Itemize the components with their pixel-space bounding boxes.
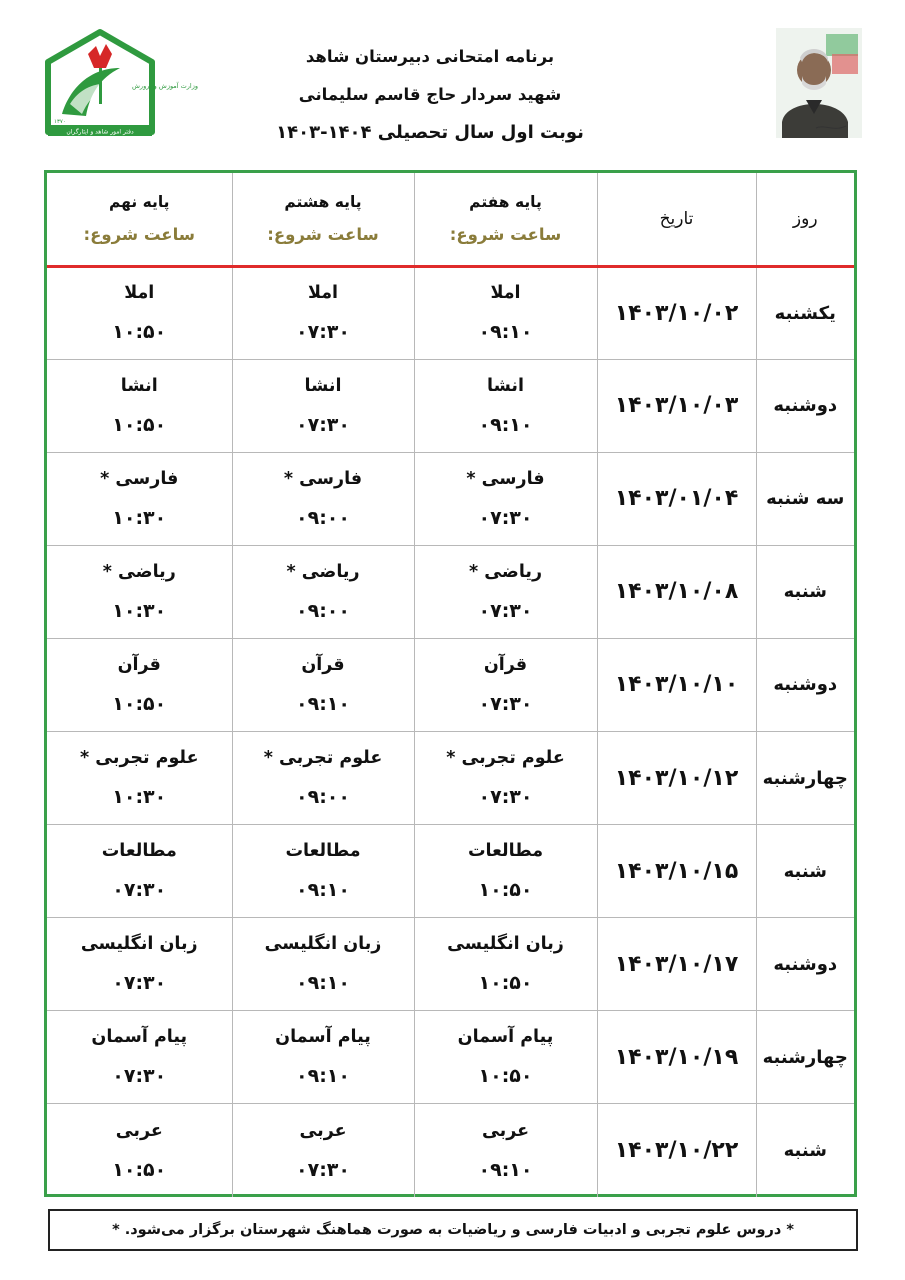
- exam-day: شنبه: [783, 1140, 827, 1162]
- cell-grade-8: [232, 1011, 414, 1104]
- exam-date: ۱۴۰۳/۱۰/۱۲: [614, 765, 739, 791]
- subject: فارسی *: [100, 468, 179, 489]
- start-time: ۰۹:۰۰: [296, 599, 350, 622]
- subject: فارسی *: [466, 468, 545, 489]
- subject: املا: [124, 283, 155, 304]
- subject: پیام آسمان: [275, 1027, 371, 1048]
- ministry-logo: [40, 28, 199, 140]
- exam-date: ۱۴۰۳/۱۰/۰۲: [614, 300, 739, 326]
- start-time: ۰۹:۱۰: [296, 972, 350, 995]
- subject: املا: [307, 283, 339, 304]
- cell-grade-7: [414, 359, 597, 452]
- subject: انشا: [120, 375, 158, 396]
- subject: علوم تجربی *: [263, 748, 383, 769]
- subject: قرآن: [301, 654, 345, 675]
- portrait-photo: [776, 28, 862, 138]
- cell-date: [597, 918, 756, 1011]
- start-time: ۰۹:۱۰: [478, 413, 533, 436]
- exam-date: ۱۴۰۳/۰۱/۰۴: [614, 486, 739, 512]
- cell-date: [597, 638, 756, 731]
- cell-day: [756, 545, 854, 638]
- cell-grade-7: [414, 1104, 597, 1197]
- title-name: شهید سردار حاج قاسم سلیمانی: [298, 85, 562, 104]
- table-row: [47, 452, 854, 545]
- start-time: ۱۰:۵۰: [478, 972, 533, 995]
- schedule-table: [47, 173, 854, 1197]
- portrait-icon: [776, 28, 862, 138]
- cell-day: [756, 1011, 854, 1104]
- cell-grade-9: [47, 638, 232, 731]
- subject: قرآن: [483, 654, 528, 675]
- start-time: ۰۹:۱۰: [478, 1158, 533, 1181]
- start-time: ۰۹:۱۰: [296, 692, 350, 715]
- cell-date: [597, 452, 756, 545]
- cell-grade-8: [232, 1104, 414, 1197]
- subject: علوم تجربی *: [446, 748, 565, 769]
- cell-date: [597, 1104, 756, 1197]
- footer-note: * دروس علوم تجربی و ادبیات فارسی و ریاضیات به صورت هماهنگ شهرستان برگزار می‌شود. *: [48, 1209, 858, 1251]
- header-day: [756, 173, 854, 266]
- cell-grade-8: [232, 918, 414, 1011]
- cell-grade-8: [232, 452, 414, 545]
- subject: مطالعات: [285, 841, 361, 862]
- subject: مطالعات: [467, 841, 544, 862]
- start-time: ۰۷:۳۰: [478, 692, 533, 715]
- cell-grade-7: [414, 545, 597, 638]
- start-time: ۱۰:۵۰: [112, 692, 167, 715]
- cell-day: [756, 266, 854, 359]
- start-time: ۰۷:۳۰: [296, 413, 350, 436]
- table-row: [47, 266, 854, 359]
- cell-grade-8: [232, 359, 414, 452]
- cell-grade-9: [47, 359, 232, 452]
- grade-7-label: پایه هفتم: [469, 193, 542, 212]
- table-row: [47, 359, 854, 452]
- cell-grade-9: [47, 452, 232, 545]
- cell-grade-8: [232, 545, 414, 638]
- table-row: [47, 731, 854, 824]
- start-time: ۰۹:۰۰: [296, 786, 350, 809]
- header-grade-8: [232, 173, 414, 266]
- exam-day: چهارشنبه: [762, 1046, 848, 1068]
- cell-date: [597, 266, 756, 359]
- grade-7-start-label: ساعت شروع:: [449, 225, 562, 245]
- start-time: ۰۷:۳۰: [478, 599, 533, 622]
- cell-grade-7: [414, 1011, 597, 1104]
- subject: فارسی *: [283, 468, 363, 489]
- start-time: ۱۰:۳۰: [112, 786, 167, 809]
- logo-office-text: دفتر امور شاهد و ایثارگران: [66, 128, 134, 136]
- exam-day: دوشنبه: [773, 674, 838, 696]
- start-time: ۱۰:۵۰: [478, 879, 533, 902]
- exam-date: ۱۴۰۳/۱۰/۰۸: [614, 579, 739, 605]
- subject: قرآن: [117, 654, 161, 675]
- exam-day: شنبه: [783, 860, 827, 882]
- subject: علوم تجربی *: [79, 748, 199, 769]
- grade-9-start-label: ساعت شروع:: [83, 225, 196, 245]
- grade-8-label: پایه هشتم: [284, 193, 362, 212]
- header-grade-9: [47, 173, 232, 266]
- start-time: ۱۰:۳۰: [112, 506, 167, 529]
- exam-date: ۱۴۰۳/۱۰/۰۳: [614, 393, 739, 419]
- cell-grade-7: [414, 638, 597, 731]
- cell-grade-9: [47, 918, 232, 1011]
- exam-date: ۱۴۰۳/۱۰/۱۷: [614, 951, 739, 977]
- subject: عربی: [299, 1120, 347, 1141]
- exam-date: ۱۴۰۳/۱۰/۲۲: [614, 1138, 739, 1164]
- cell-grade-9: [47, 1011, 232, 1104]
- cell-date: [597, 359, 756, 452]
- exam-day: سه شنبه: [766, 488, 845, 510]
- cell-grade-7: [414, 266, 597, 359]
- start-time: ۰۷:۳۰: [112, 879, 167, 902]
- start-time: ۱۰:۳۰: [112, 599, 167, 622]
- cell-date: [597, 1011, 756, 1104]
- start-time: ۰۹:۱۰: [296, 879, 350, 902]
- cell-grade-7: [414, 452, 597, 545]
- cell-day: [756, 918, 854, 1011]
- exam-day: دوشنبه: [773, 395, 838, 417]
- cell-grade-9: [47, 545, 232, 638]
- cell-date: [597, 545, 756, 638]
- header-date: [597, 173, 756, 266]
- start-time: ۰۷:۳۰: [112, 1065, 167, 1088]
- start-time: ۱۰:۵۰: [478, 1065, 533, 1088]
- subject: املا: [490, 283, 521, 304]
- start-time: ۰۷:۳۰: [478, 786, 533, 809]
- cell-grade-9: [47, 731, 232, 824]
- title-school: برنامه امتحانی دبیرستان شاهد: [305, 47, 555, 66]
- cell-day: [756, 1104, 854, 1197]
- header-grade-7: [414, 173, 597, 266]
- subject: ریاضی *: [468, 561, 543, 582]
- subject: انشا: [304, 375, 342, 396]
- cell-grade-7: [414, 918, 597, 1011]
- cell-day: [756, 638, 854, 731]
- logo-emblem-icon: [40, 28, 199, 140]
- exam-day: دوشنبه: [773, 953, 838, 975]
- exam-schedule: [44, 170, 857, 1197]
- table-row: [47, 1104, 854, 1197]
- subject: پیام آسمان: [91, 1027, 188, 1048]
- exam-date: ۱۴۰۳/۱۰/۱۰: [614, 672, 739, 698]
- logo-year-text: ۱۳۷۰: [54, 119, 66, 125]
- day-column-label: روز: [792, 208, 818, 229]
- title-term: نوبت اول سال تحصیلی ۱۴۰۴-۱۴۰۳: [276, 122, 584, 143]
- subject: زبان انگلیسی: [447, 934, 564, 955]
- table-row: [47, 1011, 854, 1104]
- cell-grade-7: [414, 731, 597, 824]
- grade-8-start-label: ساعت شروع:: [267, 225, 379, 245]
- cell-grade-9: [47, 266, 232, 359]
- grade-9-label: پایه نهم: [109, 193, 170, 212]
- cell-day: [756, 731, 854, 824]
- subject: انشا: [487, 375, 524, 396]
- table-row: [47, 825, 854, 918]
- start-time: ۱۰:۵۰: [112, 321, 167, 344]
- exam-day: یکشنبه: [774, 302, 836, 324]
- cell-grade-8: [232, 266, 414, 359]
- cell-grade-8: [232, 731, 414, 824]
- subject: عربی: [115, 1120, 163, 1141]
- start-time: ۰۷:۳۰: [112, 972, 167, 995]
- exam-day: چهارشنبه: [762, 767, 848, 789]
- cell-grade-8: [232, 825, 414, 918]
- cell-day: [756, 452, 854, 545]
- start-time: ۰۹:۱۰: [478, 321, 533, 344]
- cell-date: [597, 731, 756, 824]
- start-time: ۱۰:۵۰: [112, 1158, 167, 1181]
- table-row: [47, 545, 854, 638]
- start-time: ۱۰:۵۰: [112, 413, 167, 436]
- start-time: ۰۷:۳۰: [296, 321, 350, 344]
- logo-ministry-text: وزارت آموزش و پرورش: [132, 82, 199, 90]
- cell-day: [756, 825, 854, 918]
- exam-date: ۱۴۰۳/۱۰/۱۹: [614, 1044, 739, 1070]
- cell-date: [597, 825, 756, 918]
- subject: ریاضی *: [286, 561, 360, 582]
- subject: مطالعات: [101, 841, 177, 862]
- start-time: ۰۹:۰۰: [296, 506, 350, 529]
- cell-day: [756, 359, 854, 452]
- cell-grade-8: [232, 638, 414, 731]
- table-row: [47, 918, 854, 1011]
- start-time: ۰۷:۳۰: [478, 506, 533, 529]
- cell-grade-9: [47, 825, 232, 918]
- table-row: [47, 638, 854, 731]
- subject: عربی: [481, 1120, 530, 1141]
- cell-grade-9: [47, 1104, 232, 1197]
- exam-date: ۱۴۰۳/۱۰/۱۵: [614, 858, 739, 884]
- cell-grade-7: [414, 825, 597, 918]
- start-time: ۰۷:۳۰: [296, 1158, 350, 1181]
- date-column-label: تاریخ: [659, 208, 694, 229]
- subject: پیام آسمان: [457, 1027, 554, 1048]
- subject: زبان انگلیسی: [80, 934, 198, 955]
- exam-day: شنبه: [783, 581, 827, 603]
- subject: ریاضی *: [102, 561, 176, 582]
- header-row: [47, 173, 854, 266]
- subject: زبان انگلیسی: [264, 934, 382, 955]
- start-time: ۰۹:۱۰: [296, 1065, 350, 1088]
- page-title-block: [180, 38, 680, 152]
